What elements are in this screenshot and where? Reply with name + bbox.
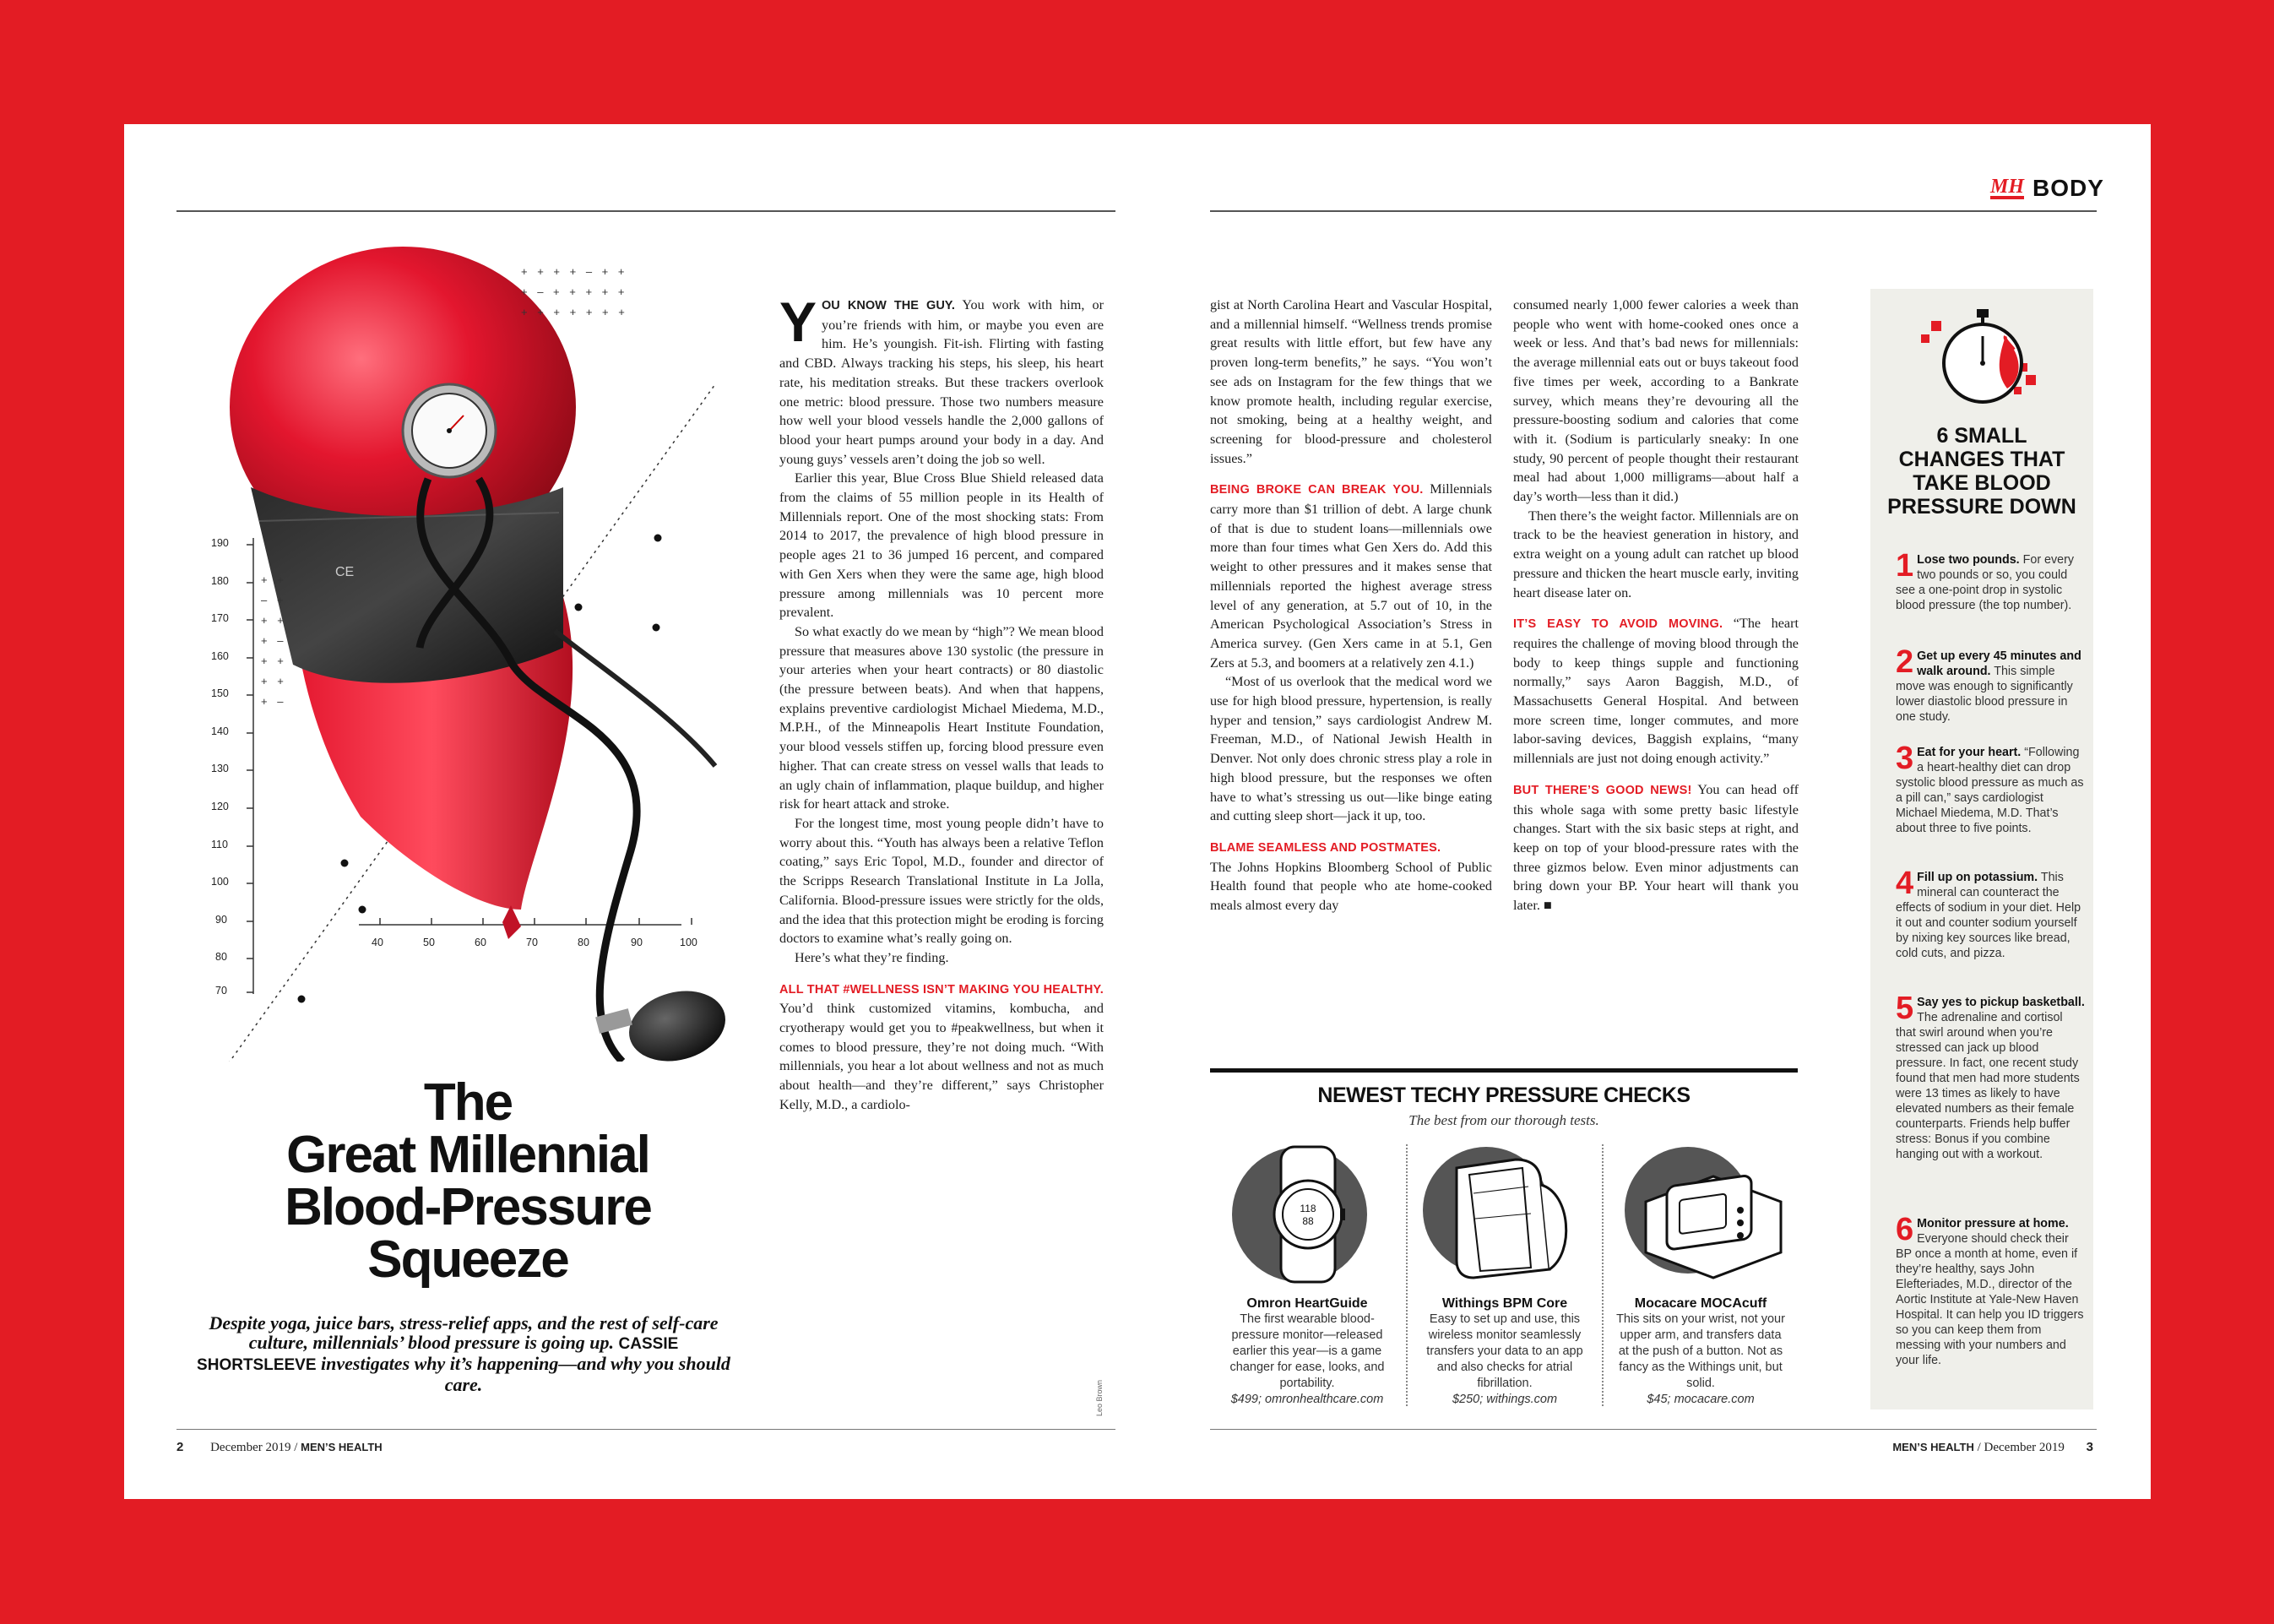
watch-readout-diastolic: 88 <box>1302 1215 1314 1227</box>
tips-sidebar <box>1870 289 2093 1409</box>
bp-bulb <box>621 980 734 1062</box>
gadget-heading: NEWEST TECHY PRESSURE CHECKS <box>1317 1084 1691 1107</box>
subhead: ALL THAT #WELLNESS ISN’T MAKING YOU HEALTHY. <box>779 982 1104 997</box>
y-tick-label: 130 <box>211 763 229 774</box>
byline: CASSIE SHORTSLEEVE <box>197 1335 679 1374</box>
bottom-rule-right <box>1210 1429 2097 1430</box>
section-label: BODY <box>2032 175 2104 201</box>
product-name: Withings BPM Core <box>1441 1296 1568 1311</box>
article-dek: Despite yoga, juice bars, stress-relief apps, and the rest of self-care culture, millennials’ blood pressure is going up. CASSIE SHORTSLEEVE investigates why it’s happening—and why you should care. <box>197 1312 730 1395</box>
gadget-subheading: The best from our thorough tests. <box>1408 1112 1599 1128</box>
y-tick-label: 120 <box>211 801 229 812</box>
plus-grid: + + + + – + + + – + + + + + + + + + + + + <box>521 265 628 318</box>
article-column-2: gist at North Carolina Heart and Vascular Hospital, and a millennial himself. “Wellness trends promise great results with little effort, but few have any proven long-term benefits,” he says. “You won’t see ads on Instagram for the few things that we know promote health, including regular exercise, not smoking, being at a healthy weight, and screening for blood-pressure and cholesterol issues.” BEING BROKE CAN BREAK YOU. Millennials carry more than $1 trillion of debt. A large chunk of that is due to student loans—millennials owe more than four times what Gen Xers do. Add this weight to other pressures and it makes sense that millennials reported the highest average stress level of any generation, at 5.7 out of 10, in the American Psychological Association’s Stress in America survey. (Gen Xers came in at 5.1, Gen Zers at 5.3, and boomers at a relatively zen 4.1.) “Most of us overlook that the medical word we use for high blood pressure, hypertension, is really hyper and tension,” says cardiologist Andrew M. Freeman, M.D., of National Jewish Health in Denver. Not only does chronic stress play a role in high blood pressure, but the responses we often have to what’s stressing us out—like binge eating and cutting sleep short—jack it up, too. BLAME SEAMLESS AND POSTMATES. The Johns Hopkins Bloomberg School of Public Health found that people who ate home-cooked meals almost every day <box>1210 297 1492 914</box>
withings-cuff-illustration <box>1423 1143 1592 1286</box>
x-tick-label: 60 <box>475 937 486 948</box>
bottom-rule-left <box>176 1429 1115 1430</box>
product-name: Mocacare MOCAcuff <box>1634 1296 1767 1311</box>
product-desc: The first wearable blood-pressure monitor—released earlier this year—is a game changer for ease, looks, and portability. <box>1229 1312 1385 1390</box>
product-price: $499; omronhealthcare.com <box>1230 1393 1384 1406</box>
drop-cap: Y <box>779 291 817 353</box>
axis-plus-marks: + + – + + + + – + + + + + – <box>261 573 287 708</box>
x-tick-label: 100 <box>680 937 697 948</box>
page-number-right: 3 <box>2086 1440 2093 1454</box>
sidebar-title: 6 SMALL CHANGES THAT TAKE BLOOD PRESSURE DOWN <box>1887 424 2076 519</box>
stopwatch-heart-icon <box>1914 306 2049 416</box>
y-tick-label: 190 <box>211 537 229 549</box>
x-tick-label: 70 <box>526 937 538 948</box>
balloon-knot <box>502 905 521 939</box>
product-desc: This sits on your wrist, not your upper arm, and transfers data at the push of a button. Not as fancy as the Withings unit, but solid. <box>1616 1312 1785 1390</box>
subhead: BLAME SEAMLESS AND POSTMATES. <box>1210 840 1441 855</box>
product-name: Omron HeartGuide <box>1246 1296 1368 1311</box>
gadget-top-rule <box>1210 1068 1798 1073</box>
product-withings <box>1408 1296 1602 1408</box>
mocacare-illustration <box>1620 1143 1798 1286</box>
product-desc: Easy to set up and use, this wireless monitor seamlessly transfers your data to an app and also checks for atrial fibrillation. <box>1426 1312 1583 1390</box>
y-tick-label: 170 <box>211 612 229 624</box>
y-tick-label: 80 <box>215 951 227 963</box>
omron-watch-illustration <box>1224 1143 1392 1286</box>
gadget-section <box>1210 1068 1798 1423</box>
y-tick-label: 150 <box>211 687 229 699</box>
y-tick-label: 160 <box>211 650 229 662</box>
photo-credit: Leo Brown <box>1095 1379 1104 1416</box>
tip-item: 5 Say yes to pickup basketball. The adrenaline and cortisol that swirl around when you’re stressed can jack up blood pressure. In fact, one recent study found that men had more students were 13 times as likely to have elevated numbers as their female counterparts. Friends help buffer stress: Bonus if you combine hanging out with a workout. <box>1896 991 2085 1161</box>
tip-item: 3 Eat for your heart. “Following a heart-healthy diet can drop systolic blood pressure as much as a pill can,” says cardiologist Michael Miedema, M.D. That’s about three to five points. <box>1896 741 2084 835</box>
product-price: $45; mocacare.com <box>1647 1393 1755 1406</box>
product-mocacare <box>1604 1296 1798 1408</box>
y-tick-label: 140 <box>211 725 229 737</box>
y-tick-label: 70 <box>215 985 227 997</box>
subhead: BUT THERE’S GOOD NEWS! <box>1513 783 1692 797</box>
x-tick-label: 40 <box>372 937 383 948</box>
mh-logo: MH <box>1990 176 2025 198</box>
subhead: IT’S EASY TO AVOID MOVING. <box>1513 617 1723 632</box>
x-tick-label: 90 <box>631 937 643 948</box>
article-title: The Great Millennial Blood-Pressure Squeeze <box>285 1073 651 1289</box>
product-price: $250; withings.com <box>1452 1393 1558 1406</box>
x-tick-label: 50 <box>423 937 435 948</box>
y-tick-label: 100 <box>211 876 229 888</box>
product-omron <box>1210 1296 1404 1408</box>
chart-x-ticks <box>380 918 692 925</box>
page-number-left: 2 <box>176 1440 184 1454</box>
section-header <box>1990 173 2104 204</box>
article-column-1: YOU KNOW THE GUY. You work with him, or you’re friends with him, or maybe you even are him. He’s youngish. Fit-ish. Flirting with fasting and CBD. Always tracking his steps, his sleep, his heart rate, his meditation streaks. But these trackers overlook one metric: blood pressure. Those two numbers measure how well your blood vessels handle the 2,000 gallons of blood your heart pumps around your body in a day. And young guys’ vessels aren’t doing the job so well. Earlier this year, Blue Cross Blue Shield released data from the claims of 55 million people in its Health of Millennials report. One of the most shocking stats: From 2014 to 2017, the prevalence of high blood pressure in people ages 21 to 36 jumped 16 percent, and compared with Gen Xers when they were the same age, high blood pressure among millennials was 10 percent more prevalent. So what exactly do we mean by “high”? We mean blood pressure that measures above 130 systolic (the pressure in your arteries when your heart contracts) or 80 diastolic (the pressure between beats). And when that happens, explains preventive cardiologist Michael Miedema, M.D., M.P.H., of the Minneapolis Heart Institute Foundation, your blood vessels stiffen up, forcing blood pressure even higher. That can create stress on vessel walls that leads to an ugly chain of inflammation, plaque buildup, and higher risk for heart attack and stroke. For the longest time, most young people didn’t have to worry about this. “Youth has always been a relative Teflon coating,” says Eric Topol, M.D., founder and director of the Scripps Research Translational Institute in La Jolla, California. Blood-pressure issues were strictly for the olds, and the idea that this protection might be eroding is forcing doctors to examine what’s really going on. Here’s what they’re finding. ALL THAT #WELLNESS ISN’T MAKING YOU HEALTHY. You’d think customized vitamins, kombucha, and cryotherapy would get you to #peakwellness, but when it comes to blood pressure, they’re not doing much. “With millennials, you hear a lot about wellness and not as much about health—and they’re different,” says Christopher Kelly, M.D., a cardiolo- <box>779 291 1104 1112</box>
chart-y-ticks <box>247 545 253 992</box>
tip-item: 6 Monitor pressure at home. Everyone should check their BP once a month at home, even if they’re healthy, says John Elefteriades, M.D., director of the Aortic Institute at Yale-New Haven Hospital. It can help you ID triggers so you can keep them from messing with your numbers and your life. <box>1896 1212 2084 1367</box>
magazine-spread <box>124 124 2151 1499</box>
footer-left: 2 December 2019 / MEN’S HEALTH <box>176 1440 383 1454</box>
tip-item: 1 Lose two pounds. For every two pounds or so, you could see a one-point drop in systolic blood pressure (the top number). <box>1896 548 2075 612</box>
top-rule-right <box>1210 210 2097 212</box>
subhead: BEING BROKE CAN BREAK YOU. <box>1210 483 1424 497</box>
x-tick-label: 80 <box>578 937 589 948</box>
svg-text:CE: CE <box>335 565 355 579</box>
y-tick-label: 110 <box>211 839 228 850</box>
footer-right: MEN’S HEALTH / December 2019 3 <box>1892 1440 2093 1454</box>
tip-item: 4 Fill up on potassium. This mineral can counteract the effects of sodium in your diet. Help it out and counter sodium yourself by nixing key sources like bread, cold cuts, and pizza. <box>1896 866 2081 960</box>
article-column-3: consumed nearly 1,000 fewer calories a week than people who went with home-cooked ones once a week or less. And that’s bad news for millennials: the average millennial eats out or buys takeout food five times per week, according to a Bankrate survey, which means they’re devouring all the pressure-boosting sodium and calories that come with it. (Sodium is particularly sneaky: In one study, 90 percent of people thought their restaurant meal had about 1,000 milligrams—about half a day’s worth—less than it did.) Then there’s the weight factor. Millennials are on track to be the heaviest generation in history, and extra weight on a young adult can ratchet up blood pressure and thicken the heart muscle early, inviting heart disease later on. IT’S EASY TO AVOID MOVING. “The heart requires the challenge of moving blood through the body to keep things supple and functioning normally,” says Aaron Baggish, M.D., of Massachusetts General Hospital. And between more screen time, longer commutes, and more labor-saving devices, Baggish explains, “many millennials are just not doing enough activity.” BUT THERE’S GOOD NEWS! You can head off this whole saga with some pretty basic lifestyle changes. Start with the six basic steps at right, and keep on top of your blood-pressure rates with the three gizmos below. Even minor adjustments can bring down your BP. Your heart will thank you later. ■ <box>1513 297 1799 914</box>
y-tick-label: 90 <box>215 914 227 926</box>
tip-item: 2 Get up every 45 minutes and walk around. This simple move was enough to significantly lower diastolic blood pressure in one study. <box>1896 644 2081 724</box>
watch-readout-systolic: 118 <box>1300 1203 1316 1214</box>
y-tick-label: 180 <box>211 575 229 587</box>
